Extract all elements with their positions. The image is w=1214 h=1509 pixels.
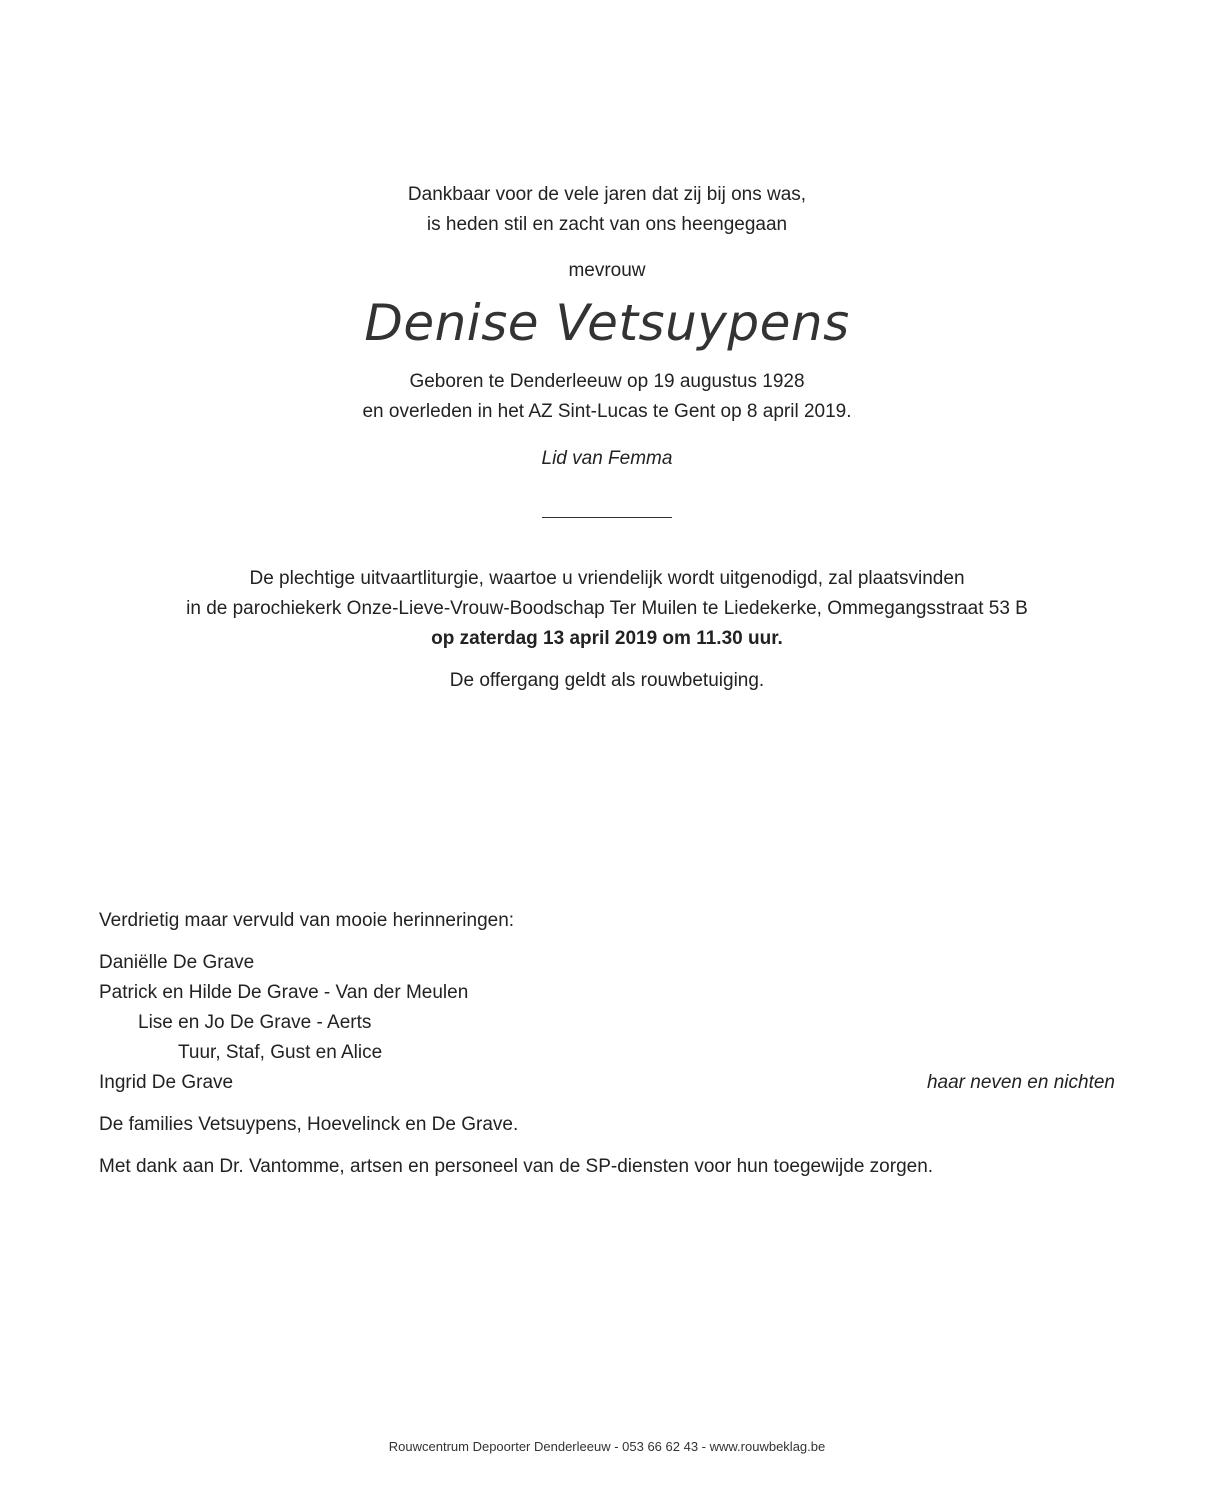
family-note: haar neven en nichten	[926, 1072, 1115, 1093]
family-member: Tuur, Staf, Gust en Alice	[178, 1042, 383, 1063]
intro-text	[0, 180, 1214, 240]
family-member: Daniëlle De Grave	[99, 952, 255, 973]
divider-line	[542, 517, 672, 518]
deceased-name: Denise Vetsuypens	[364, 294, 850, 352]
footer: Rouwcentrum Depoorter Denderleeuw - 053 66 62 43 - www.rouwbeklag.be	[388, 1439, 826, 1454]
intro-line-2: is heden stil en zacht van ons heengegaan	[426, 214, 788, 235]
thanks-text: Met dank aan Dr. Vantomme, artsen en personeel van de SP-diensten voor hun toegewijde zorgen.	[99, 1156, 934, 1177]
membership: Lid van Femma	[541, 448, 673, 469]
death-line: en overleden in het AZ Sint-Lucas te Gent op 8 april 2019.	[362, 401, 852, 422]
family-member: Lise en Jo De Grave - Aerts	[138, 1012, 372, 1033]
intro-line-1: Dankbaar voor de vele jaren dat zij bij ons was,	[407, 184, 807, 205]
ceremony-date: op zaterdag 13 april 2019 om 11.30 uur.	[431, 628, 783, 649]
family-member: Ingrid De Grave	[99, 1072, 234, 1093]
mourners-intro: Verdrietig maar vervuld van mooie herinneringen:	[99, 910, 515, 931]
ceremony-text	[0, 564, 1214, 654]
families-text: De families Vetsuypens, Hoevelinck en De Grave.	[99, 1114, 519, 1135]
ceremony-line-2: in de parochiekerk Onze-Lieve-Vrouw-Boodschap Ter Muilen te Liedekerke, Ommegangsstraat 53 B	[186, 598, 1028, 619]
salutation: mevrouw	[568, 260, 646, 281]
offering-text: De offergang geldt als rouwbetuiging.	[449, 670, 765, 691]
family-member-row-last	[99, 1068, 1115, 1098]
family-list	[99, 948, 1115, 1098]
family-member: Patrick en Hilde De Grave - Van der Meulen	[99, 982, 469, 1003]
birth-death-text	[0, 367, 1214, 427]
birth-line: Geboren te Denderleeuw op 19 augustus 1928	[409, 371, 805, 392]
ceremony-line-1: De plechtige uitvaartliturgie, waartoe u vriendelijk wordt uitgenodigd, zal plaatsvinden	[249, 568, 965, 589]
